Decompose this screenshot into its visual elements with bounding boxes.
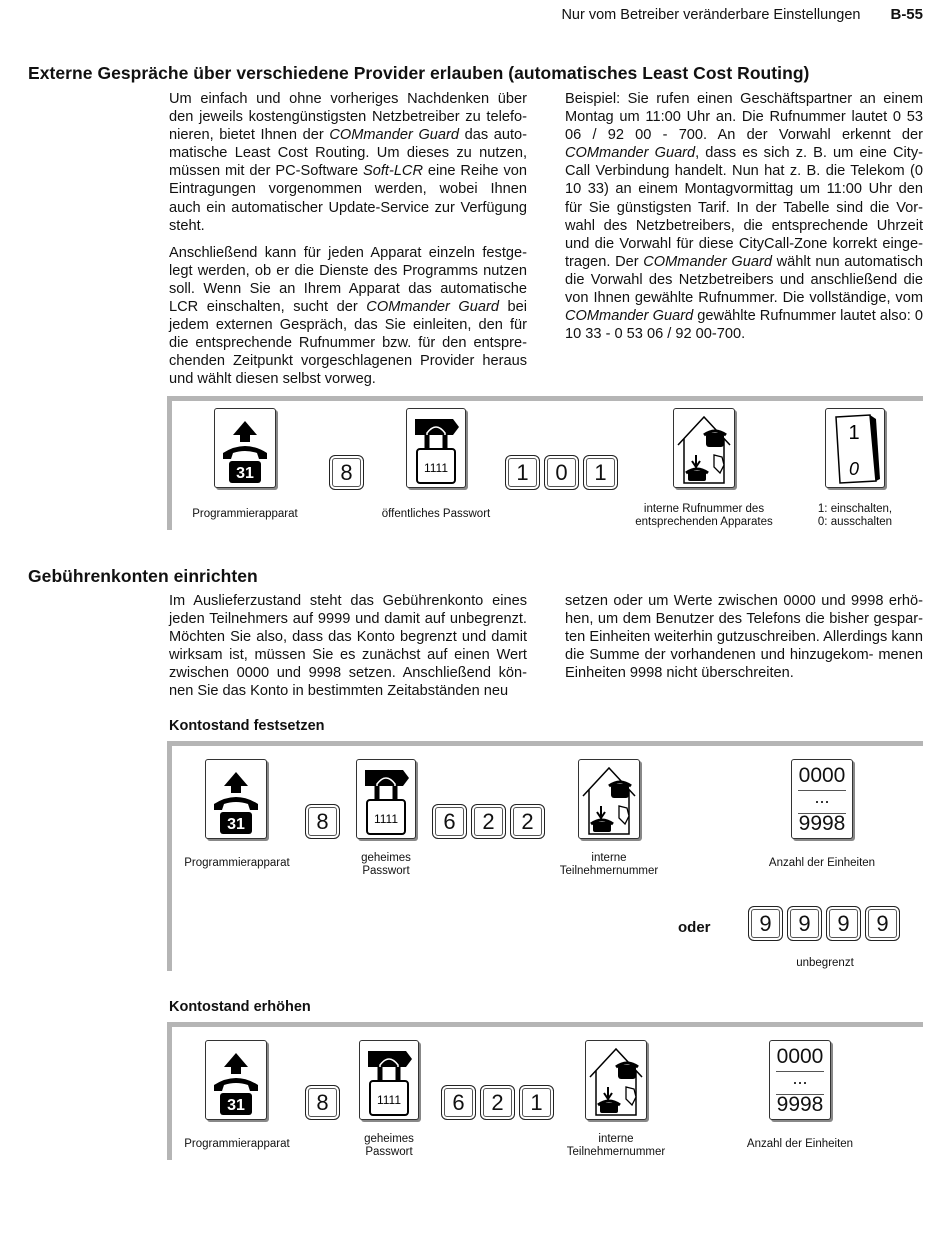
label-internal-number-1: interne Rufnummer des [643,503,765,515]
label-switch-2: 0: ausschalten [817,516,893,528]
key-digit: 9 [787,906,822,941]
switch-card [825,408,885,488]
phone-up-icon [206,1041,266,1119]
page-header [561,6,923,23]
key-digit: 1 [505,455,540,490]
key-digit: 6 [432,804,467,839]
lcr-procedure-panel [167,396,923,530]
range-min: 0000 [776,1045,824,1068]
label-internal-1: interne [591,852,627,864]
units-range-card [769,1040,831,1120]
label-unlimited: unbegrenzt [796,957,854,969]
range-max: 9998 [798,812,846,835]
key-digit: 0 [544,455,579,490]
section-title-lcr: Externe Gespräche über verschiedene Provider erlauben (automatisches Least Cost Routing) [28,63,810,83]
svg-text:0: 0 [848,459,860,479]
programming-phone-card [205,759,267,839]
key-digit: 1 [519,1085,554,1120]
section-title-charges: Gebührenkonten einrichten [28,566,258,586]
house-phone-icon [586,1041,646,1119]
label-secret-password-2: Passwort [365,1146,413,1158]
key-digit: 9 [826,906,861,941]
set-balance-panel [167,741,923,971]
svg-text:31: 31 [227,1097,245,1114]
charges-text-right [565,592,923,682]
label-units: Anzahl der Einheiten [746,1138,854,1150]
header-title: Nur vom Betreiber veränderbare Einstellungen [561,7,861,23]
key-8: 8 [305,1085,340,1120]
or-label: oder [678,919,711,936]
padlock-icon [357,760,415,838]
phone-up-icon [215,409,275,487]
internal-number-card [585,1040,647,1120]
label-public-password: öffentliches Passwort [381,508,491,520]
label-units: Anzahl der Einheiten [768,857,876,869]
phone-up-icon [206,760,266,838]
label-programming-phone: Programmierapparat [192,508,298,520]
secret-password-card [359,1040,419,1120]
range-ellipsis: ... [814,787,830,807]
svg-text:31: 31 [236,465,254,482]
lcr-paragraph-1: Um einfach und ohne vorheriges Nachdenken über den jeweils kostengünstigsten Netzbetreiber zu telefo- nieren, bietet Ihnen der COMmander Guard das auto- matische Least Cost Routing. Um dieses zu nutzen, müssen mit der PC-Software Soft-LCR eine Reihe von Eintragungen vorgenommen werden, wobei Ihnen auch ein automatischer Update-Service zur Verfügung steht. [169,91,527,234]
key-digit: 2 [480,1085,515,1120]
key-digit: 1 [583,455,618,490]
label-secret-password-1: geheimes [364,1133,414,1145]
svg-text:1111: 1111 [423,461,449,475]
range-ellipsis: ... [792,1068,808,1088]
charges-paragraph-left: Im Auslieferzustand steht das Gebührenkonto eines jeden Teilnehmers auf 9999 und damit auf unbegrenzt. Möchten Sie also, dass das Konto begrenzt und damit wirksam ist, müssen Sie es zunächst auf einen Wert zwischen 0000 und 9998 setzen. Anschließend kön- nen Sie das Konto in bestimmten Zeitabständen neu [169,593,527,700]
label-internal-1: interne [598,1133,634,1145]
internal-number-card [673,408,735,488]
label-programming-phone: Programmierapparat [184,857,290,869]
internal-number-card [578,759,640,839]
label-internal-2: Teilnehmernummer [559,865,659,877]
padlock-icon [407,409,465,487]
charges-paragraph-right: setzen oder um Werte zwischen 0000 und 9998 erhö- hen, um dem Benutzer des Telefons die bisher gespar- ten Einheiten weiterhin gutzuschreiben. Allerdings kann die Summe der vorhandenen und hinzugekom- menen Einheiten 9998 nicht überschreiten. [565,593,924,682]
house-phone-icon [579,760,639,838]
key-digit: 2 [510,804,545,839]
key-digit: 9 [865,906,900,941]
programming-phone-card [205,1040,267,1120]
label-switch-1: 1: einschalten, [817,503,893,515]
svg-text:1111: 1111 [373,812,399,826]
label-internal-2: Teilnehmernummer [566,1146,666,1158]
range-min: 0000 [798,764,846,787]
svg-text:1: 1 [848,422,860,444]
label-secret-password-2: Passwort [362,865,410,877]
lcr-text-left [169,90,527,389]
subsection-title-set: Kontostand festsetzen [169,718,325,734]
programming-phone-card [214,408,276,488]
rocker-switch-icon [826,409,884,487]
range-max: 9998 [776,1093,824,1116]
key-digit: 6 [441,1085,476,1120]
key-8: 8 [329,455,364,490]
lcr-example: Beispiel: Sie rufen einen Geschäftspartner an einem Montag um 11:00 Uhr an. Die Rufnummer lautet 0 53 06 / 92 00 - 700. An der Vorwahl erkennt der COMmander Guard, dass es sich z. B. um eine City- Call Verbindung handelt. Nun hat z. B. die Telekom (0 10 33) an einem Montagvormittag um 11:00 Uhr den für Sie günstigsten Tarif. In der Tabelle sind die Vor- wahl des Netzbetreibers, die entsprechende Uhrzeit und die Vorwahl für diese CityCall-Zone korrekt einge- tragen. Der COMmander Guard wählt nun automatisch die Vorwahl des Netzbetreibers und anschließend die von Ihnen gewählte Rufnummer. Die vollständige, vom COMmander Guard gewählte Rufnummer lautet also: 0 10 33 - 0 53 06 / 92 00-700. [565,91,924,343]
label-programming-phone: Programmierapparat [184,1138,290,1150]
label-secret-password-1: geheimes [361,852,411,864]
svg-text:1111: 1111 [376,1093,402,1107]
public-password-card [406,408,466,488]
page-number: B-55 [890,6,923,23]
padlock-icon [360,1041,418,1119]
secret-password-card [356,759,416,839]
lcr-text-right [565,90,923,343]
key-8: 8 [305,804,340,839]
lcr-paragraph-2: Anschließend kann für jeden Apparat einzeln festge- legt werden, ob er die Dienste des Programms nutzen soll. Wenn Sie an Ihrem Apparat das automatische LCR einschalten, sucht der COMmander Guard bei jedem externen Gespräch, das Sie einleiten, den für die entsprechende Rufnummer bzw. für den entspre- chenden Zeitpunkt vorgeschlagenen Provider heraus und wählt diesen selbst vorweg. [169,244,527,388]
svg-text:31: 31 [227,816,245,833]
units-range-card [791,759,853,839]
increase-balance-panel [167,1022,923,1160]
charges-text-left [169,592,527,701]
key-digit: 2 [471,804,506,839]
subsection-title-increase: Kontostand erhöhen [169,999,311,1015]
label-internal-number-2: entsprechenden Apparates [635,516,773,528]
house-phone-icon [674,409,734,487]
key-digit: 9 [748,906,783,941]
